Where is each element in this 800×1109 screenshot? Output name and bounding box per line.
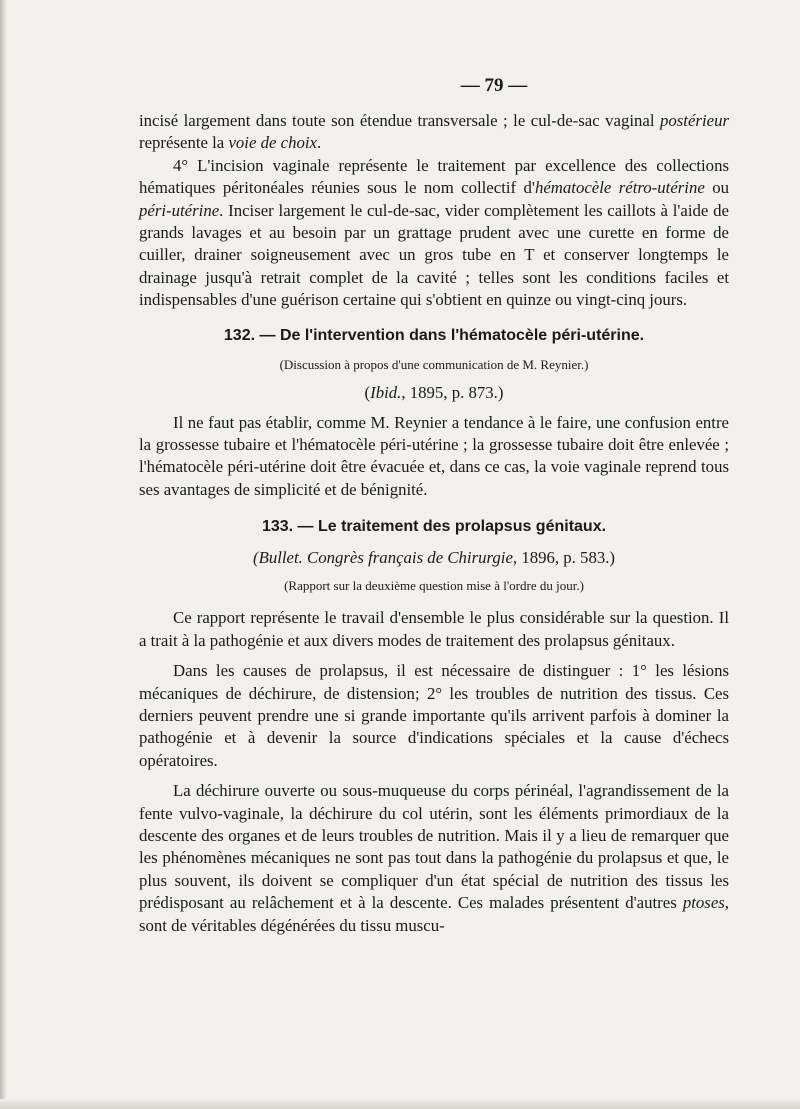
section-132-citation: [139, 382, 729, 404]
text-run: , 1896, p. 583.): [512, 548, 616, 568]
italic-run: (Bullet. Congrès français de Chirurgie: [252, 548, 513, 568]
italic-run: Ibid.: [370, 382, 402, 402]
paragraph-point-4: [139, 155, 729, 312]
text-run: ou: [704, 178, 729, 198]
section-133-paragraph-2: Dans les causes de prolapsus, il est nécessaire de distinguer : 1° les lésions mécaniques de déchirure, de distension; 2° les troubles de nutrition des tissus. Ces derniers peuvent prendre une si grande importante qu'ils arrivent parfois à dominer la pathogénie et à devenir la source d'indications spéciales et la cause d'échecs opératoires.: [139, 661, 729, 770]
text-run: incisé largement dans toute son étendue transversale ; le cul-de-sac vaginal: [139, 111, 660, 130]
section-132-body: Il ne faut pas établir, comme M. Reynier a tendance à le faire, une confusion entre la grossesse tubaire et l'hématocèle péri-utérine ; la grossesse tubaire doit être enlevée ; l'hématocèle péri-utérine doit être évacuée et, dans ce cas, la voie vaginale reprend tous ses avantages de simplicité et de bénignité.: [139, 412, 729, 499]
section-132-note: (Discussion à propos d'une communication de M. Reynier.): [279, 356, 589, 372]
italic-run: hématocèle rétro-utérine: [534, 178, 705, 198]
text-run: , sont de véritables dégénérées du tissu muscu-: [139, 893, 729, 935]
text-run: .: [316, 133, 322, 153]
page-edge-bottom: [0, 1099, 800, 1109]
paragraph-continued: [139, 110, 729, 155]
text-run: 4° L'incision vaginale représente le traitement par excellence des collections hématiques péritonéales réunies sous le nom collectif d': [139, 155, 729, 198]
italic-run: voie de choix: [228, 133, 317, 153]
section-133-paragraph-3: [139, 780, 729, 937]
italic-run: péri-utérine: [139, 200, 220, 220]
book-page: [139, 74, 729, 937]
text-run: La déchirure ouverte ou sous-muqueuse du corps périnéal, l'agrandissement de la fente vulvo-vaginale, la déchirure du col utérin, sont les éléments primordiaux de la descente des organes et de leurs troubles de nutrition. Mais il y a lieu de remarquer que les phénomènes mécaniques ne sont pas tout dans la pathogénie du prolapsus et que, le plus souvent, ils doivent se compliquer d'un état spécial de nutrition des tissus les prédisposant au relâchement et à la descente. Ces malades présentent d'autres: [139, 781, 729, 913]
page-number: — 79 —: [460, 75, 528, 96]
section-133-note: (Rapport sur la deuxième question mise à l'ordre du jour.): [284, 578, 584, 594]
text-run: représente la: [139, 133, 229, 153]
italic-run: ptoses: [682, 893, 725, 913]
section-133-citation: [139, 547, 729, 569]
section-heading-132: 132. — De l'intervention dans l'hématocèle péri-utérine.: [223, 326, 645, 344]
text-run: . Inciser largement le cul-de-sac, vider complètement les caillots à l'aide de grands lavages et au besoin par un grattage prudent avec une curette en forme de cuiller, drainer soigneusement avec un gros tube en T et conserver longtemps le drainage jusqu'à retrait complet de la cavité ; telles sont les conditions faciles et indispensables d'une guérison certaine qui s'obtient en quinze ou vingt-cinq jours.: [139, 200, 729, 310]
text-run: , 1895, p. 873.): [401, 382, 504, 402]
text-run: (: [364, 382, 371, 402]
section-133-paragraph-1: Ce rapport représente le travail d'ensemble le plus considérable sur la question. Il a trait à la pathogénie et aux divers modes de traitement des prolapsus génitaux.: [139, 608, 729, 650]
page-edge-left: [0, 0, 6, 1109]
italic-run: postérieur: [660, 111, 729, 130]
section-heading-133: 133. — Le traitement des prolapsus génitaux.: [261, 518, 607, 536]
